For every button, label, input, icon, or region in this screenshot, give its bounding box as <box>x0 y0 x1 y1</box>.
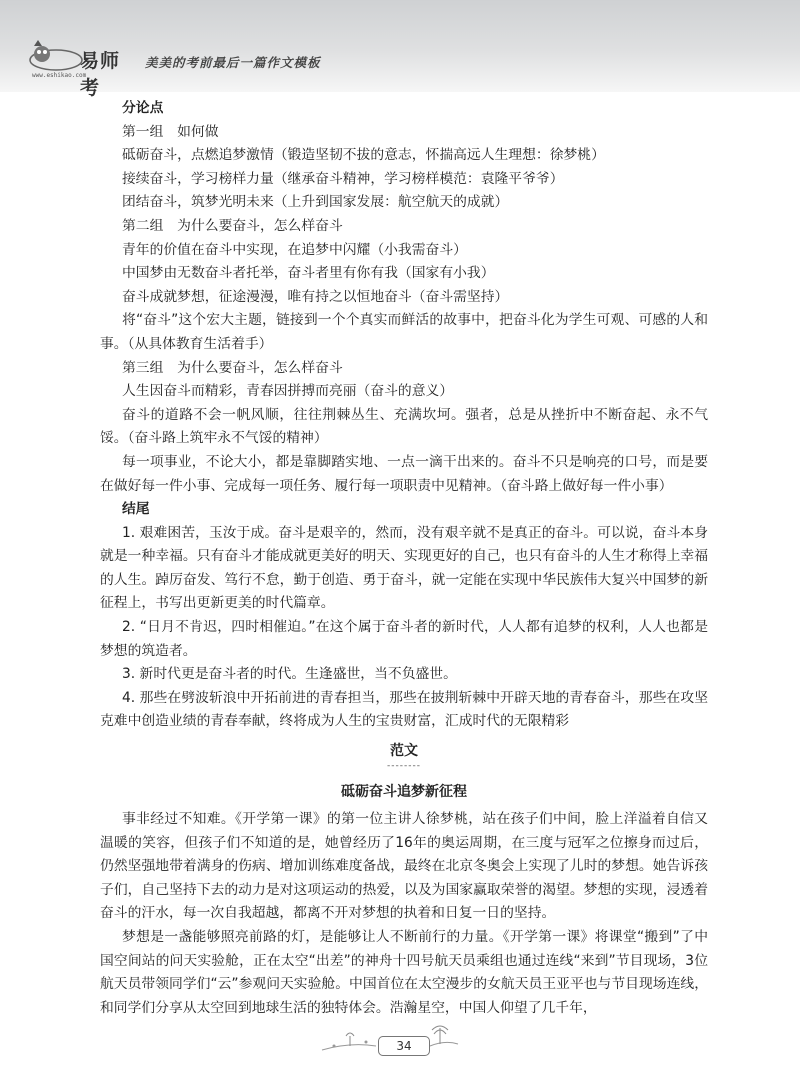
logo-text: 易师考 <box>80 50 121 99</box>
ending-paragraph: 3. 新时代更是奋斗者的时代。生逢盛世，当不负盛世。 <box>122 666 457 683</box>
publisher-logo <box>18 26 138 99</box>
outline-line: 接续奋斗，学习榜样力量（继承奋斗精神，学习榜样模范：袁隆平爷爷） <box>122 170 564 187</box>
example-heading-underline: -------- <box>387 761 421 772</box>
essay-paragraph: 梦想是一盏能够照亮前路的灯，是能够让人不断前行的力量。《开学第一课》将课堂“搬到”了中国空间站的问天实验舱，正在太空“出差”的神舟十四号航天员乘组也通过连线“来到”节目现场，3位航天员带领同学们“云”参观问天实验舱。中国首位在太空漫步的女航天员王亚平也与节目现场连线，和同学们分享从太空回到地球生活的独特体会。浩瀚星空，中国人仰望了几千年， <box>100 929 708 1016</box>
essay-title: 砥砺奋斗追梦新征程 <box>341 784 467 801</box>
mascot-icon <box>26 36 86 76</box>
essay-paragraph: 事非经过不知难。《开学第一课》的第一位主讲人徐梦桃，站在孩子们中间，脸上洋溢着自信又温暖的笑容，但孩子们不知道的是，她曾经历了16年的奥运周期，在三度与冠军之位擦身而过后，仍然坚强地带着满身的伤病、增加训练难度备战，最终在北京冬奥会上实现了儿时的梦想。她告诉孩子们，自己坚持下去的动力是对这项运动的热爱，以及为国家赢取荣誉的渴望。梦想的实现，浸透着奋斗的汗水，每一次自我超越，都离不开对梦想的执着和日复一日的坚持。 <box>100 811 708 922</box>
outline-line: 人生因奋斗而精彩，青春因拼搏而亮丽（奋斗的意义） <box>122 383 454 400</box>
ending-paragraph: 4. 那些在劈波斩浪中开拓前进的青春担当，那些在披荆斩棘中开辟天地的青春奋斗，那些在攻坚克难中创造业绩的青春奉献，终将成为人生的宝贵财富，汇成时代的无限精彩 <box>100 689 708 730</box>
outline-line: 中国梦由无数奋斗者托举，奋斗者里有你有我（国家有小我） <box>122 265 495 282</box>
outline-paragraph: 奋斗的道路不会一帆风顺，往往荆棘丛生、充满坎坷。强者，总是从挫折中不断奋起、永不气馁。（奋斗路上筑牢永不气馁的精神） <box>100 406 708 447</box>
outline-note: 将“奋斗”这个宏大主题，链接到一个个真实而鲜活的故事中，把奋斗化为学生可观、可感的人和事。（从具体教育生活着手） <box>100 312 708 352</box>
outline-line: 第二组 为什么要奋斗，怎么样奋斗 <box>122 217 343 234</box>
page-content <box>100 97 708 1020</box>
running-header-title: 美美的考前最后一篇作文模板 <box>145 55 321 70</box>
ending-heading: 结尾 <box>122 501 150 518</box>
outline-line: 第三组 为什么要奋斗，怎么样奋斗 <box>122 359 343 376</box>
outline-line: 第一组 如何做 <box>122 123 219 140</box>
logo-url: www.eshikao.com <box>32 72 87 79</box>
example-heading: 范文 <box>390 743 418 760</box>
outline-line: 青年的价值在奋斗中实现，在追梦中闪耀（小我需奋斗） <box>122 241 467 258</box>
ending-paragraph: 1. 艰难困苦，玉汝于成。奋斗是艰辛的，然而，没有艰辛就不是真正的奋斗。可以说，奋斗本身就是一种幸福。只有奋斗才能成就更美好的明天、实现更好的自己，也只有奋斗的人生才称得上幸福的人生。踔厉奋发、笃行不怠，勤于创造、勇于奋斗，就一定能在实现中华民族伟大复兴中国梦的新征程上，书写出更新更美的时代篇章。 <box>100 524 708 612</box>
outline-heading: 分论点 <box>122 100 164 116</box>
ending-paragraph: 2. “日月不肯迟，四时相催迫。”在这个属于奋斗者的新时代，人人都有追梦的权利，人人也都是梦想的筑造者。 <box>100 619 708 659</box>
page-header <box>0 0 800 99</box>
outline-line: 砥砺奋斗，点燃追梦激情（锻造坚韧不拔的意志，怀揣高远人生理想：徐梦桃） <box>122 147 605 164</box>
page-number: 34 <box>378 1036 430 1056</box>
outline-line: 奋斗成就梦想，征途漫漫，唯有持之以恒地奋斗（奋斗需坚持） <box>122 288 509 305</box>
outline-paragraph: 每一项事业，不论大小，都是靠脚踏实地、一点一滴干出来的。奋斗不只是响亮的口号，而是要在做好每一件小事、完成每一项任务、履行每一项职责中见精神。（奋斗路上做好每一件小事） <box>100 453 708 494</box>
page-footer <box>320 1022 460 1062</box>
outline-line: 团结奋斗，筑梦光明未来（上升到国家发展：航空航天的成就） <box>122 194 509 211</box>
